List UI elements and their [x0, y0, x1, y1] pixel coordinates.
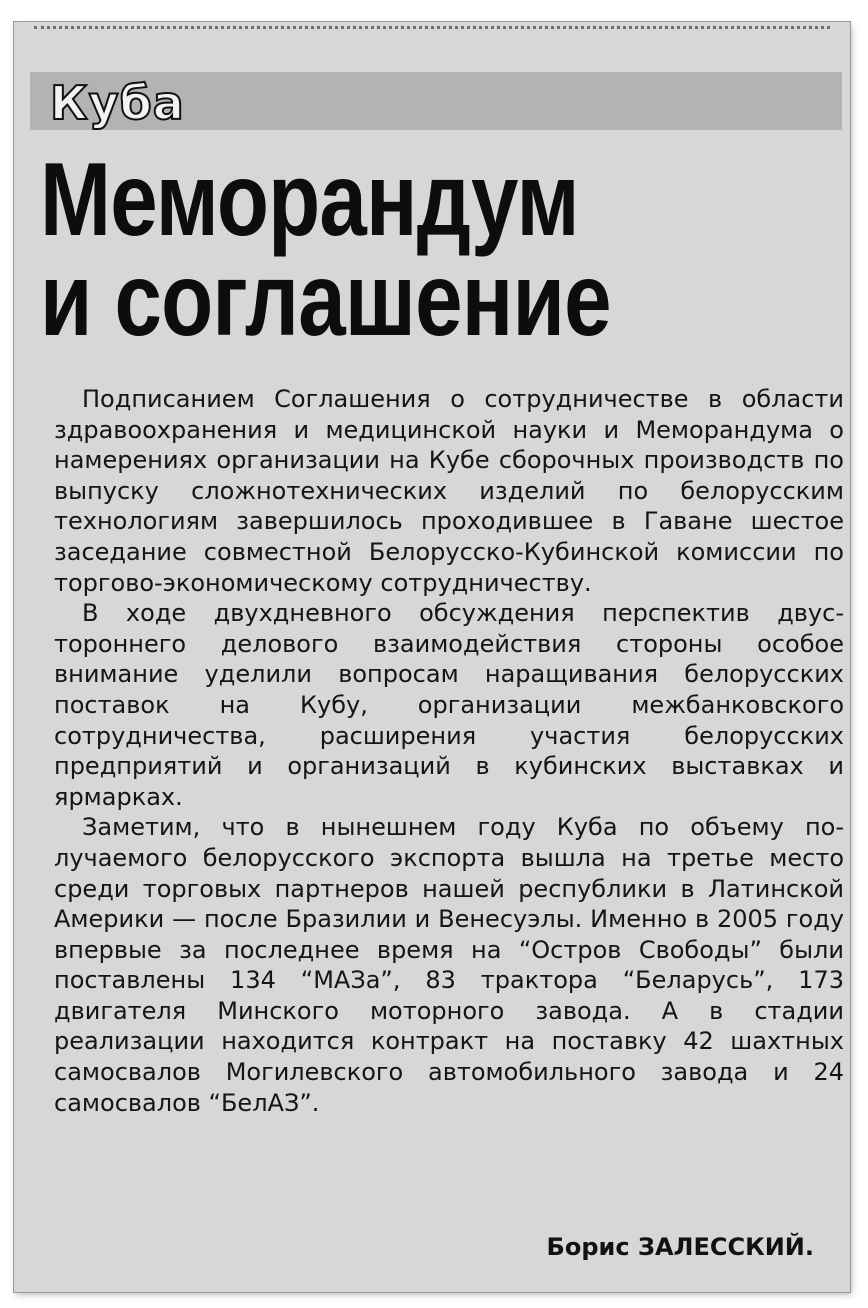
- author-byline: Борис ЗАЛЕССКИЙ.: [546, 1233, 814, 1261]
- article-paragraph-1: Подписанием Соглашения о сотрудничестве в области здравоохранения и медицинской науки и Меморандума о намерениях организации на Кубе сборочных производств по выпуску сложнотехнических изделий по белорусским технологиям завершилось проходившее в Гаване шестое заседание совместной Белорусско-Кубинской комиссии по торгово-экономическому сотрудничеству.: [54, 385, 844, 597]
- article-paragraph-3: Заметим, что в нынешнем году Куба по объему получаемого белорусского экспорта вышла на третье место среди торговых партнеров нашей республики в Латинской Америки — после Бразилии и Венесуэлы. Именно в 2005 году впервые за последнее время на “Остров Свободы” были поставлены 134 “МАЗа”, 83 трактора “Беларусь”, 173 двигателя Минского моторного завода. А в стадии реализации находится контракт на поставку 42 шахтных самосвалов Могилевского автомобильного завода и 24 самосвалов “БелАЗ”.: [54, 813, 844, 1117]
- headline-line-1: Меморандум: [40, 142, 579, 258]
- top-rule: [34, 26, 830, 39]
- article-body: [54, 384, 844, 1118]
- headline: [40, 142, 611, 358]
- article-paragraph-2: В ходе двухдневного обсуждения перспектив двустороннего делового взаимодействия стороны особое внимание уделили вопросам наращивания белорусских поставок на Кубу, организации межбанковского сотрудничества, расширения участия белорусских предприятий и организаций в кубинских выставках и ярмарках.: [54, 599, 844, 811]
- rubric-label: Куба: [50, 76, 185, 130]
- headline-line-2: и соглашение: [40, 242, 611, 358]
- newspaper-clipping: [14, 22, 850, 1292]
